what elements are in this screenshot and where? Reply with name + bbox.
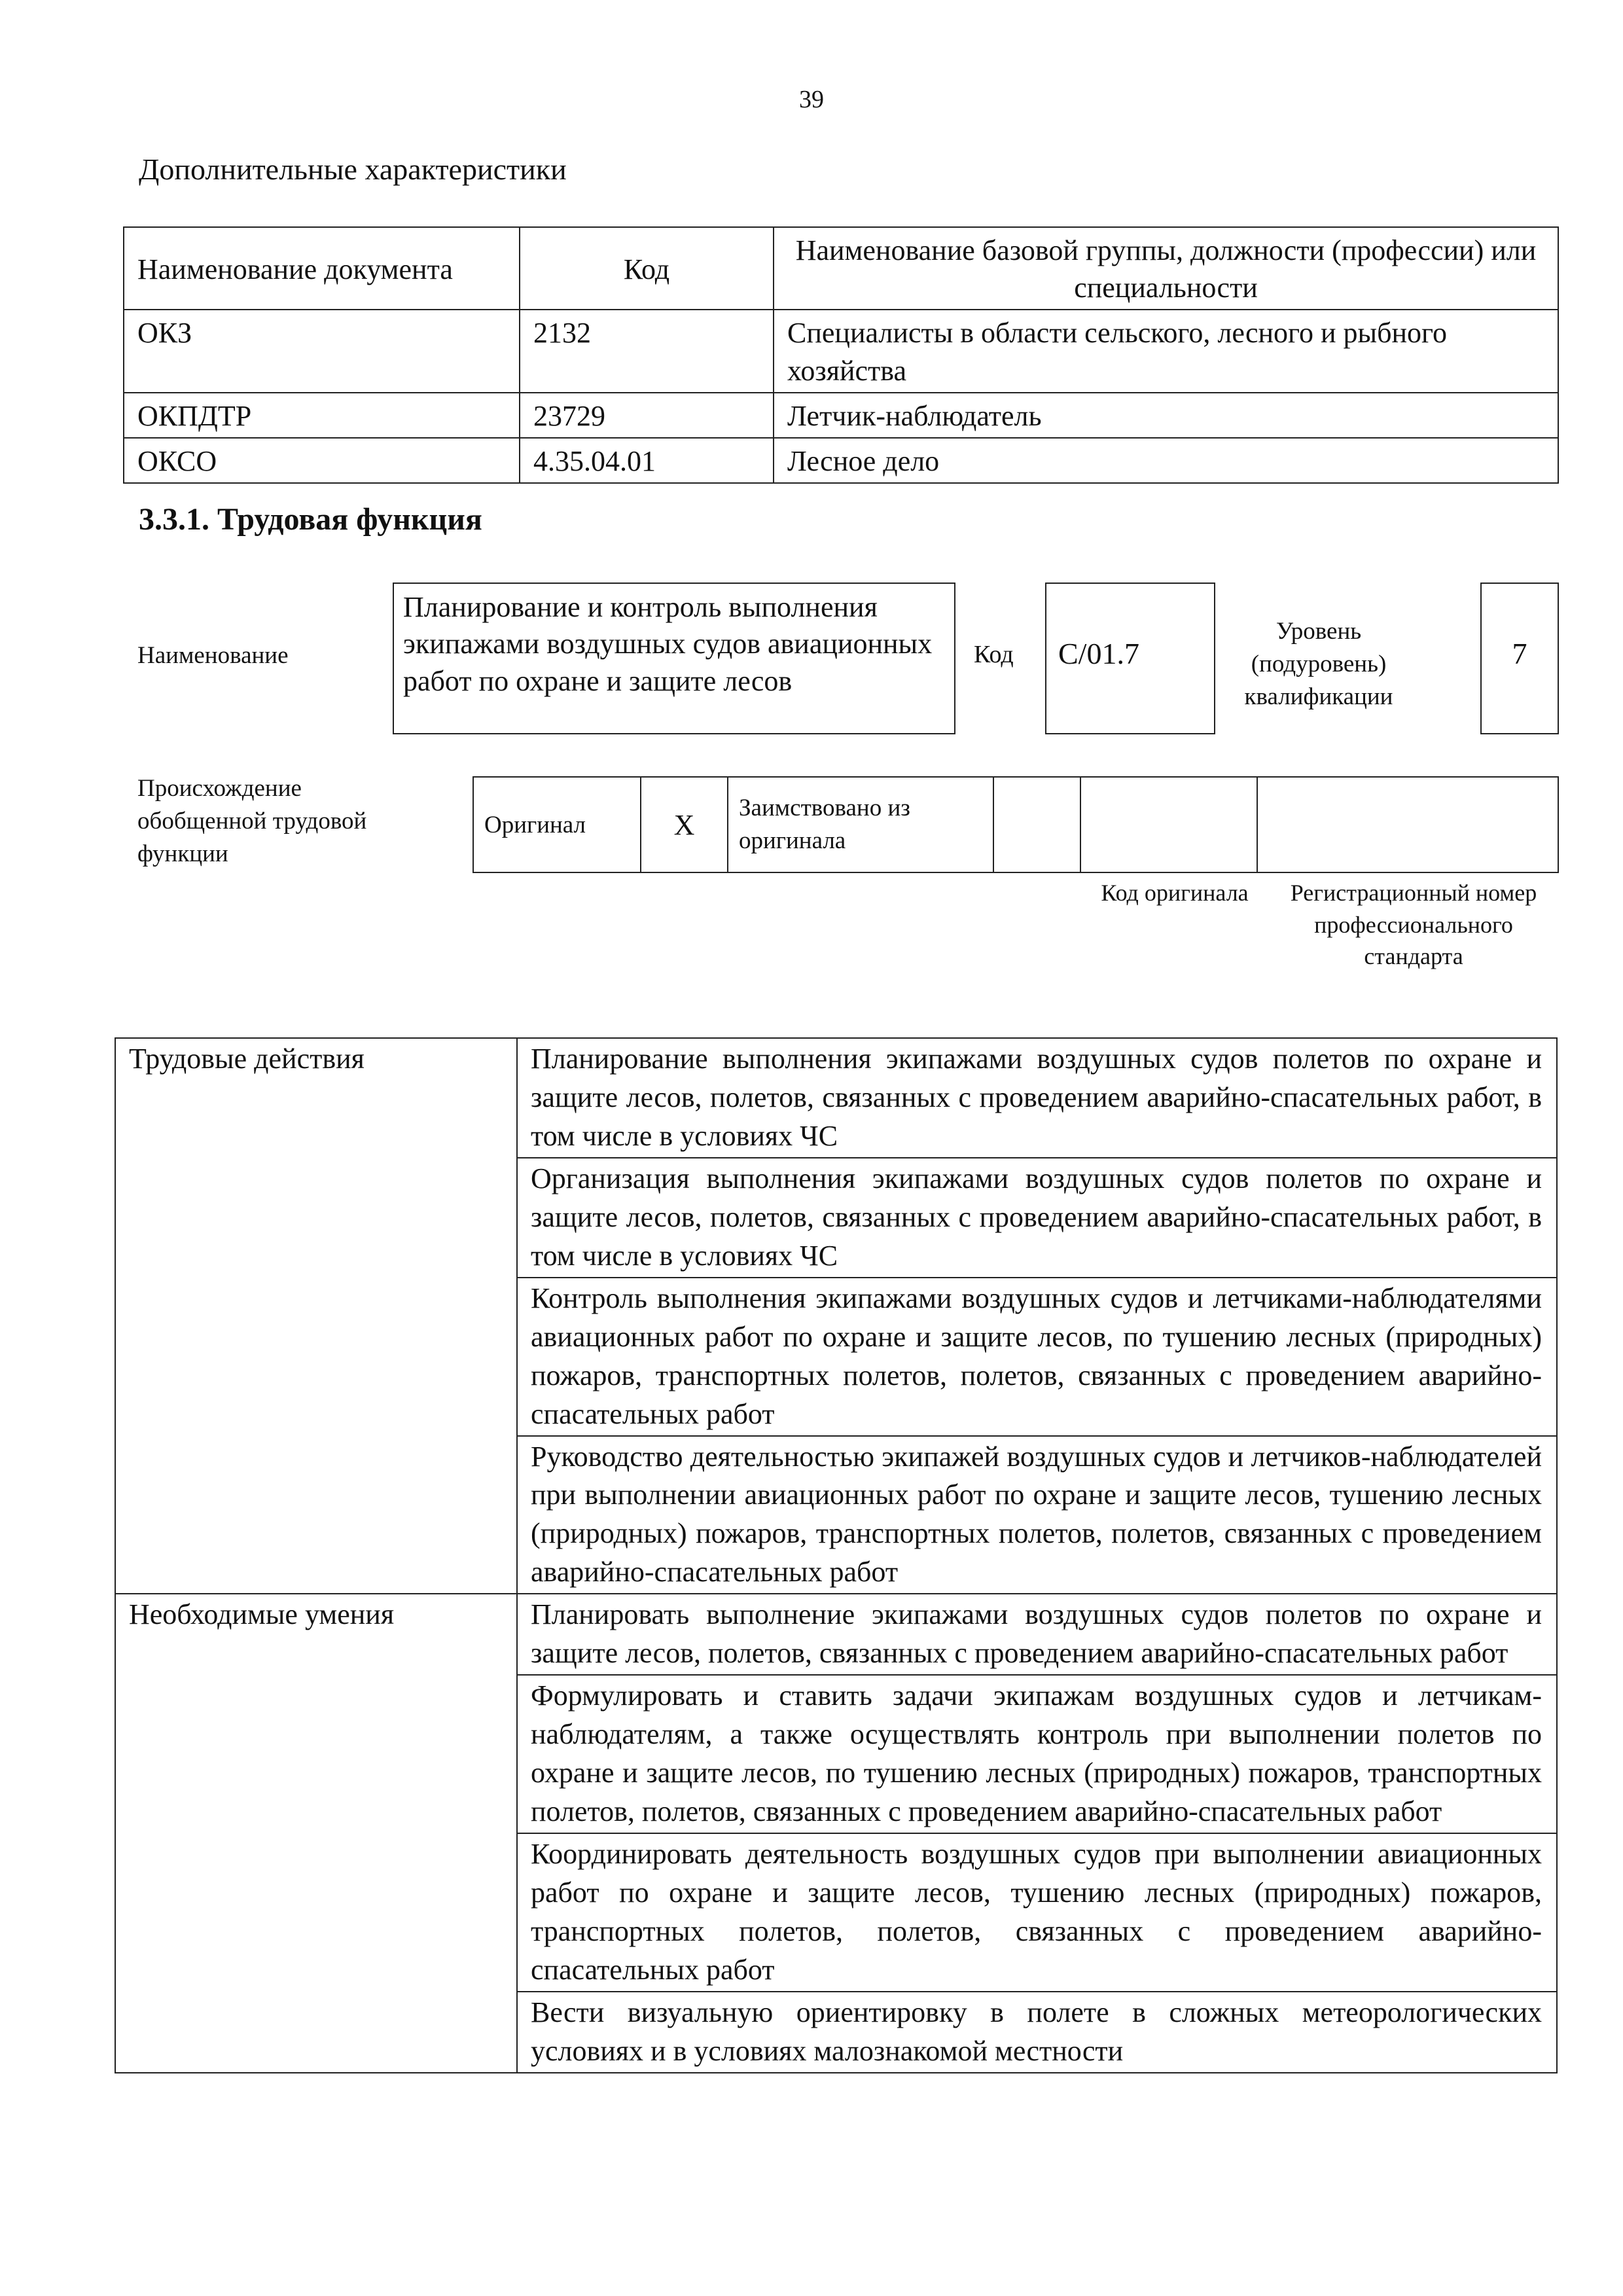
additional-characteristics-title: Дополнительные характеристики [139, 152, 567, 186]
function-code-box: С/01.7 [1045, 583, 1215, 734]
row-group-name: Специалисты в области сельского, лесного и рыбного хозяйства [774, 310, 1558, 392]
origin-borrowed-label: Заимствовано из оригинала [728, 777, 993, 872]
header-code: Код [520, 227, 774, 310]
labor-action-item: Руководство деятельностью экипажей воздушных судов и летчиков-наблюдателей при выполнении авиационных работ по охране и защите лесов, тушению лесных (природных) пожаров, транспортных полетов, полетов, связанных с проведением аварийно-спасательных работ [517, 1436, 1557, 1594]
function-details-table [115, 1037, 1558, 2073]
origin-table [473, 776, 1559, 873]
table-row [115, 1038, 1557, 1158]
function-code-label: Код [974, 641, 1014, 668]
skill-item: Координировать деятельность воздушных судов при выполнении авиационных работ по охране и защите лесов, тушению лесных (природных) пожаров, транспортных полетов, полетов, связанных с проведением аварийно-спасательных работ [517, 1833, 1557, 1992]
origin-code-caption: Код оригинала [1101, 880, 1249, 906]
row-code: 23729 [520, 393, 774, 438]
row-code: 4.35.04.01 [520, 438, 774, 483]
row-group-name: Летчик-наблюдатель [774, 393, 1558, 438]
section-heading: 3.3.1. Трудовая функция [139, 502, 482, 537]
required-skills-label: Необходимые умения [115, 1594, 517, 2072]
row-document: ОКСО [124, 438, 520, 483]
function-name-box: Планирование и контроль выполнения экипажами воздушных судов авиационных работ по охране и защите лесов [393, 583, 955, 734]
table-header-row [124, 227, 1558, 310]
function-name-label: Наименование [137, 642, 289, 669]
additional-characteristics-table [123, 226, 1559, 484]
skill-item: Формулировать и ставить задачи экипажам воздушных судов и летчикам-наблюдателям, а также осуществлять контроль при выполнении полетов по охране и защите лесов, по тушению лесных (природных) пожаров, транспортных полетов, полетов, связанных с проведением аварийно-спасательных работ [517, 1675, 1557, 1833]
table-row [115, 1594, 1557, 1675]
labor-action-item: Планирование выполнения экипажами воздушных судов полетов по охране и защите лесов, полетов, связанных с проведением аварийно-спасательных работ, в том числе в условиях ЧС [517, 1038, 1557, 1158]
table-row [124, 438, 1558, 483]
origin-borrowed-mark [993, 777, 1080, 872]
origin-original-mark: X [641, 777, 728, 872]
table-row [124, 393, 1558, 438]
table-row [124, 310, 1558, 392]
skill-item: Планировать выполнение экипажами воздушных судов полетов по охране и защите лесов, полетов, связанных с проведением аварийно-спасательных работ [517, 1594, 1557, 1675]
page-number: 39 [799, 86, 824, 113]
header-document: Наименование документа [124, 227, 520, 310]
origin-reg-number-caption: Регистрационный номер профессионального стандарта [1290, 880, 1537, 970]
qualification-level-box: 7 [1480, 583, 1559, 734]
row-code: 2132 [520, 310, 774, 392]
origin-code-cell [1080, 777, 1257, 872]
skill-item: Вести визуальную ориентировку в полете в сложных метеорологических условиях и в условиях малознакомой местности [517, 1992, 1557, 2073]
qualification-level-label: Уровень (подуровень) квалификации [1244, 618, 1393, 710]
origin-original-label: Оригинал [473, 777, 641, 872]
origin-reg-number-cell [1257, 777, 1558, 872]
row-group-name: Лесное дело [774, 438, 1558, 483]
labor-action-item: Контроль выполнения экипажами воздушных судов и летчиками-наблюдателями авиационных работ по охране и защите лесов, по тушению лесных (природных) пожаров, транспортных полетов, полетов, связанных с проведением аварийно-спасательных работ [517, 1278, 1557, 1436]
labor-action-item: Организация выполнения экипажами воздушных судов полетов по охране и защите лесов, полетов, связанных с проведением аварийно-спасательных работ, в том числе в условиях ЧС [517, 1158, 1557, 1278]
labor-actions-label: Трудовые действия [115, 1038, 517, 1594]
row-document: ОКЗ [124, 310, 520, 392]
origin-label: Происхождение обобщенной трудовой функции [137, 775, 367, 867]
header-group-name: Наименование базовой группы, должности (профессии) или специальности [774, 227, 1558, 310]
row-document: ОКПДТР [124, 393, 520, 438]
